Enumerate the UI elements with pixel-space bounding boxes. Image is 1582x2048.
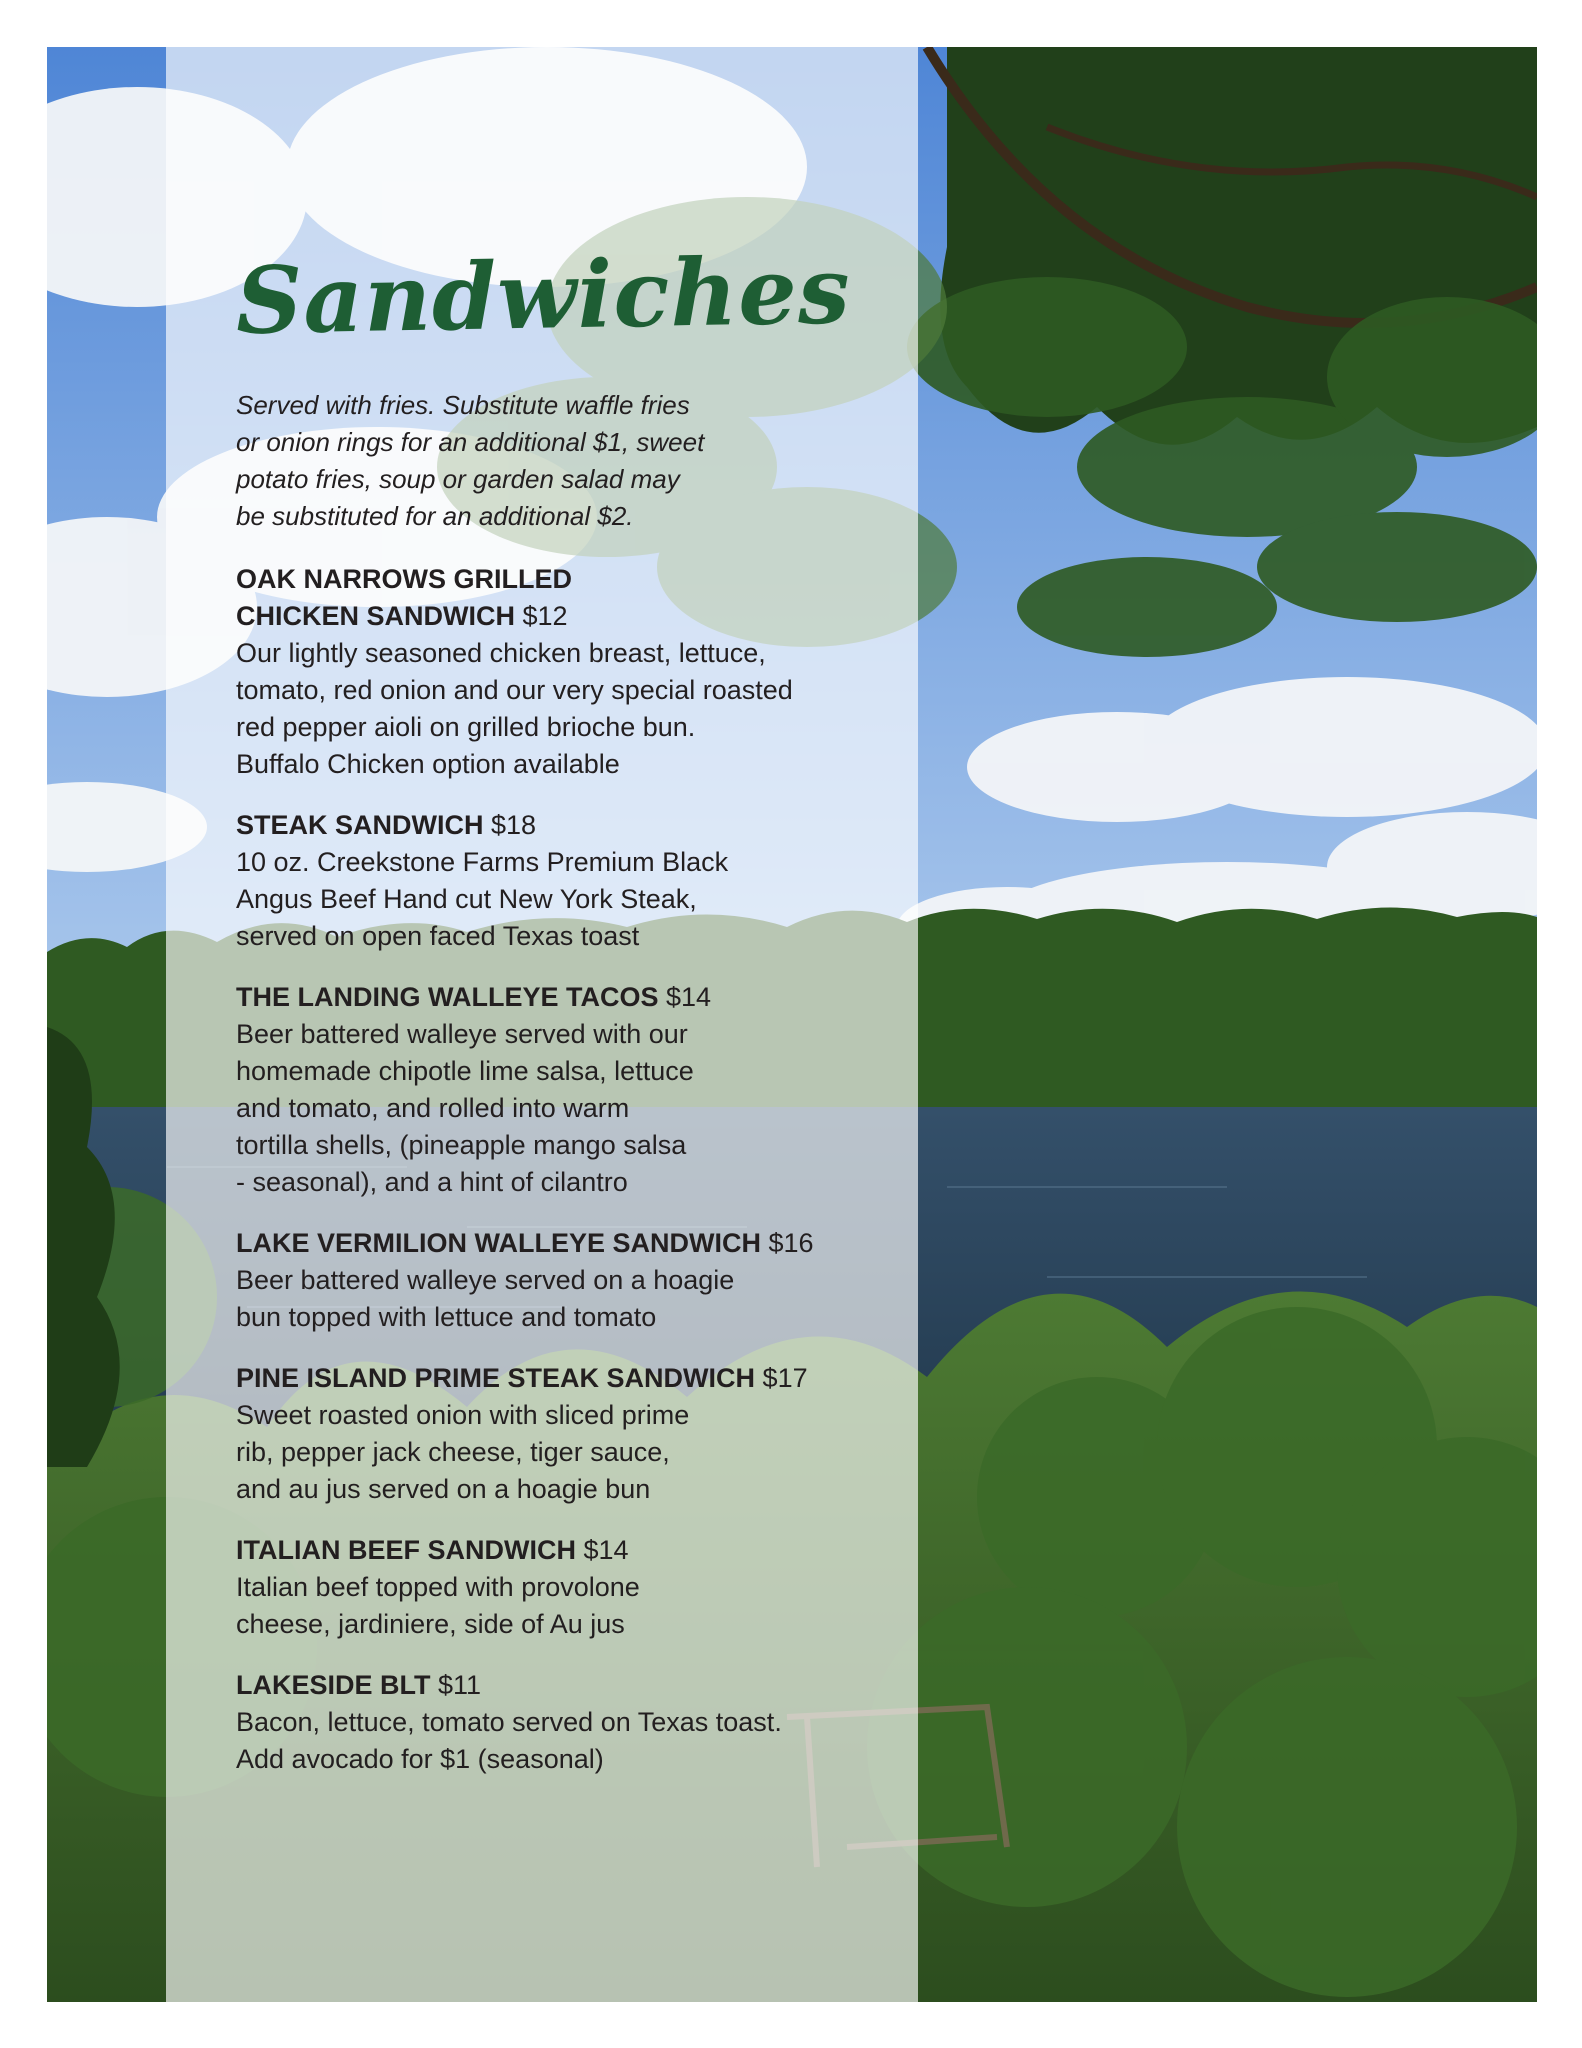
desc-line: bun topped with lettuce and tomato (236, 1302, 657, 1332)
page-title: Sandwiches (235, 236, 852, 355)
intro-line: potato fries, soup or garden salad may (236, 464, 680, 494)
desc-line: Beer battered walleye served on a hoagie (236, 1265, 735, 1295)
name-line (236, 1667, 876, 1704)
menu-item-lakeside-blt (236, 1667, 876, 1778)
desc-line: Bacon, lettuce, tomato served on Texas toast. (236, 1707, 782, 1737)
menu-item-name: ITALIAN BEEF SANDWICH (236, 1535, 576, 1565)
intro-line: be substituted for an additional $2. (236, 501, 634, 531)
desc-line: - seasonal), and a hint of cilantro (236, 1167, 628, 1197)
menu-item-heading (236, 1532, 876, 1569)
desc-line: Our lightly seasoned chicken breast, lettuce, (236, 638, 766, 668)
menu-item-walleye-tacos (236, 979, 876, 1201)
desc-line: red pepper aioli on grilled brioche bun. (236, 712, 696, 742)
menu-item-price: $14 (666, 982, 712, 1012)
menu-item-name: THE LANDING WALLEYE TACOS (236, 982, 659, 1012)
menu-item-description (236, 844, 876, 955)
intro-line: or onion rings for an additional $1, sweet (236, 427, 705, 457)
name-line (236, 598, 876, 635)
menu-item-description (236, 1016, 876, 1201)
name-line (236, 1360, 876, 1397)
menu-item-price: $12 (522, 601, 568, 631)
intro-line: Served with fries. Substitute waffle fries (236, 390, 690, 420)
desc-line: Buffalo Chicken option available (236, 749, 620, 779)
desc-line: Beer battered walleye served with our (236, 1019, 688, 1049)
desc-line: rib, pepper jack cheese, tiger sauce, (236, 1437, 670, 1467)
menu-item-name: CHICKEN SANDWICH (236, 601, 515, 631)
menu-item-description (236, 1262, 876, 1336)
menu-item-name: OAK NARROWS GRILLED (236, 564, 572, 594)
intro-text (236, 387, 876, 535)
menu-item-price: $11 (438, 1670, 482, 1700)
desc-line: and au jus served on a hoagie bun (236, 1474, 651, 1504)
menu-item-heading (236, 1225, 876, 1262)
menu-item-heading (236, 561, 876, 635)
menu-item-oak-narrows (236, 561, 876, 783)
desc-line: served on open faced Texas toast (236, 921, 640, 951)
menu-item-price: $17 (762, 1363, 808, 1393)
name-line (236, 561, 876, 598)
desc-line: cheese, jardiniere, side of Au jus (236, 1609, 625, 1639)
desc-line: Italian beef topped with provolone (236, 1572, 640, 1602)
menu-item-price: $16 (768, 1228, 814, 1258)
menu-item-steak-sandwich (236, 807, 876, 955)
menu-item-heading (236, 1360, 876, 1397)
menu-item-heading (236, 807, 876, 844)
desc-line: Add avocado for $1 (seasonal) (236, 1744, 604, 1774)
menu-item-name: STEAK SANDWICH (236, 810, 484, 840)
menu-item-italian-beef (236, 1532, 876, 1643)
menu-item-vermilion-walleye (236, 1225, 876, 1336)
menu-item-price: $18 (491, 810, 537, 840)
menu-item-name: LAKESIDE BLT (236, 1670, 431, 1700)
menu-item-name: LAKE VERMILION WALLEYE SANDWICH (236, 1228, 761, 1258)
name-line (236, 1532, 876, 1569)
name-line (236, 979, 876, 1016)
desc-line: tortilla shells, (pineapple mango salsa (236, 1130, 687, 1160)
name-line (236, 807, 876, 844)
menu-item-heading (236, 1667, 876, 1704)
desc-line: and tomato, and rolled into warm (236, 1093, 630, 1123)
menu-item-heading (236, 979, 876, 1016)
menu-item-price: $14 (583, 1535, 629, 1565)
name-line (236, 1225, 876, 1262)
menu-item-description (236, 635, 876, 783)
desc-line: tomato, red onion and our very special roasted (236, 675, 793, 705)
desc-line: 10 oz. Creekstone Farms Premium Black (236, 847, 729, 877)
menu-item-description (236, 1704, 876, 1778)
desc-line: homemade chipotle lime salsa, lettuce (236, 1056, 694, 1086)
menu-item-description (236, 1397, 876, 1508)
menu-item-name: PINE ISLAND PRIME STEAK SANDWICH (236, 1363, 756, 1393)
desc-line: Angus Beef Hand cut New York Steak, (236, 884, 697, 914)
desc-line: Sweet roasted onion with sliced prime (236, 1400, 690, 1430)
menu-content (235, 236, 876, 1802)
menu-item-description (236, 1569, 876, 1643)
menu-item-pine-island-steak (236, 1360, 876, 1508)
